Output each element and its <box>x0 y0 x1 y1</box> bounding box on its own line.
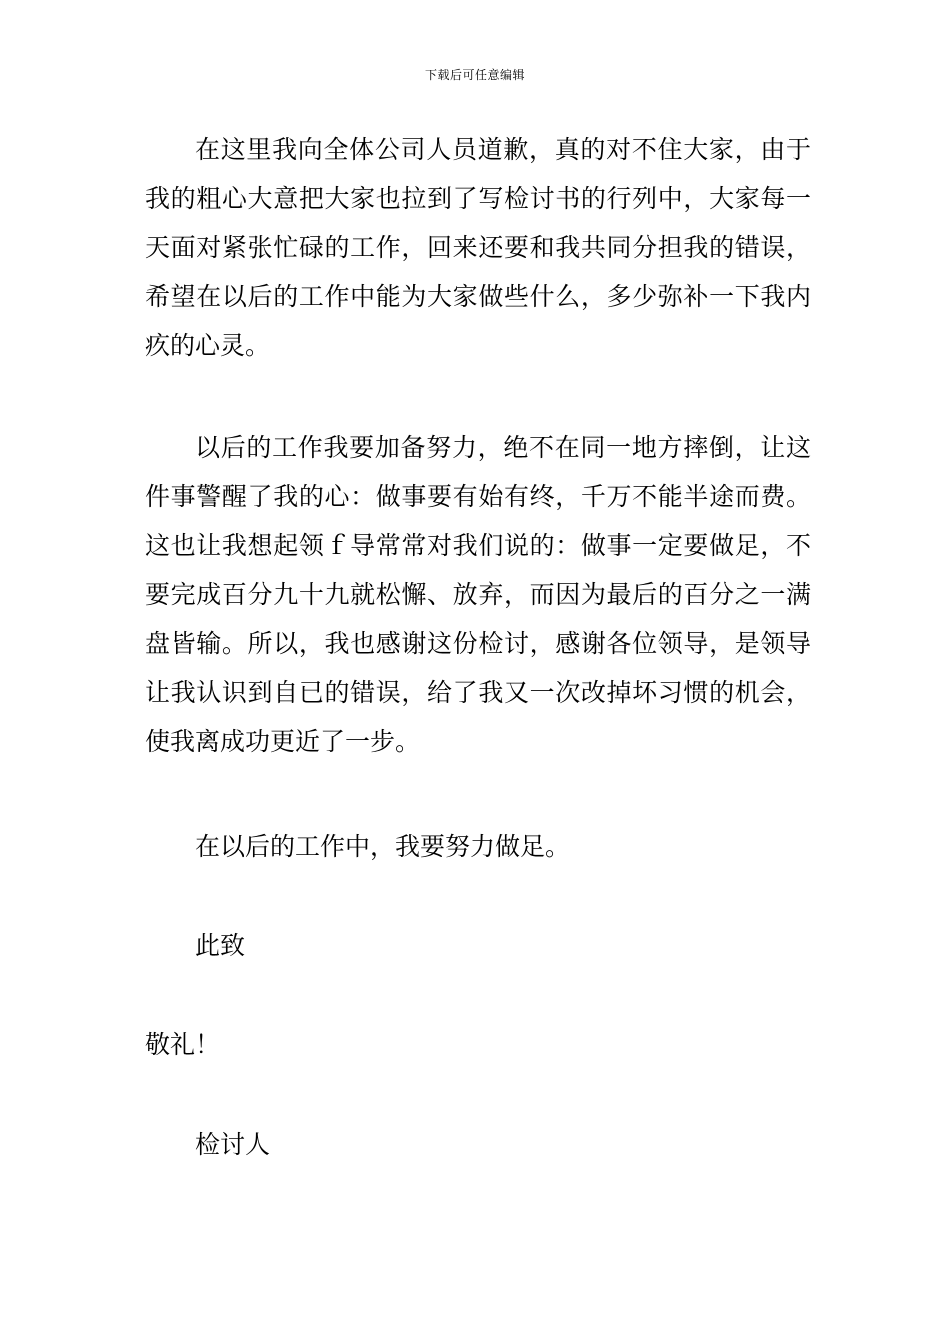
paragraph-text: 在这里我向全体公司人员道歉，真的对不住大家，由于我的粗心大意把大家也拉到了写检讨书的行列中，大家每一天面对紧张忙碌的工作，回来还要和我共同分担我的错误，希望在以后的工作中能为大家做些什么，多少弥补一下我内疚的心灵。 <box>145 135 811 360</box>
header-note: 下载后可任意编辑 <box>424 68 525 82</box>
paragraph-commitment <box>145 423 811 766</box>
closing-text: 敬礼！ <box>145 1030 221 1059</box>
closing-text: 此致 <box>195 931 246 960</box>
signature-line <box>145 1120 811 1169</box>
paragraph-resolution <box>145 822 811 871</box>
paragraph-text: 在以后的工作中，我要努力做足。 <box>195 832 571 861</box>
closing-regards <box>145 1020 811 1069</box>
signature-text: 检讨人 <box>195 1130 271 1159</box>
paragraph-apology <box>145 125 811 370</box>
closing-salutation <box>145 921 811 970</box>
paragraph-text: 以后的工作我要加备努力，绝不在同一地方摔倒，让这件事警醒了我的心：做事要有始有终，千万不能半途而费。这也让我想起领ｆ导常常对我们说的：做事一定要做足，不要完成百分九十九就松懈、放弃，而因为最后的百分之一满盘皆输。所以，我也感谢这份检讨，感谢各位领导，是领导让我认识到自已的错误，给了我又一次改掉坏习惯的机会，使我离成功更近了一步。 <box>145 433 811 756</box>
